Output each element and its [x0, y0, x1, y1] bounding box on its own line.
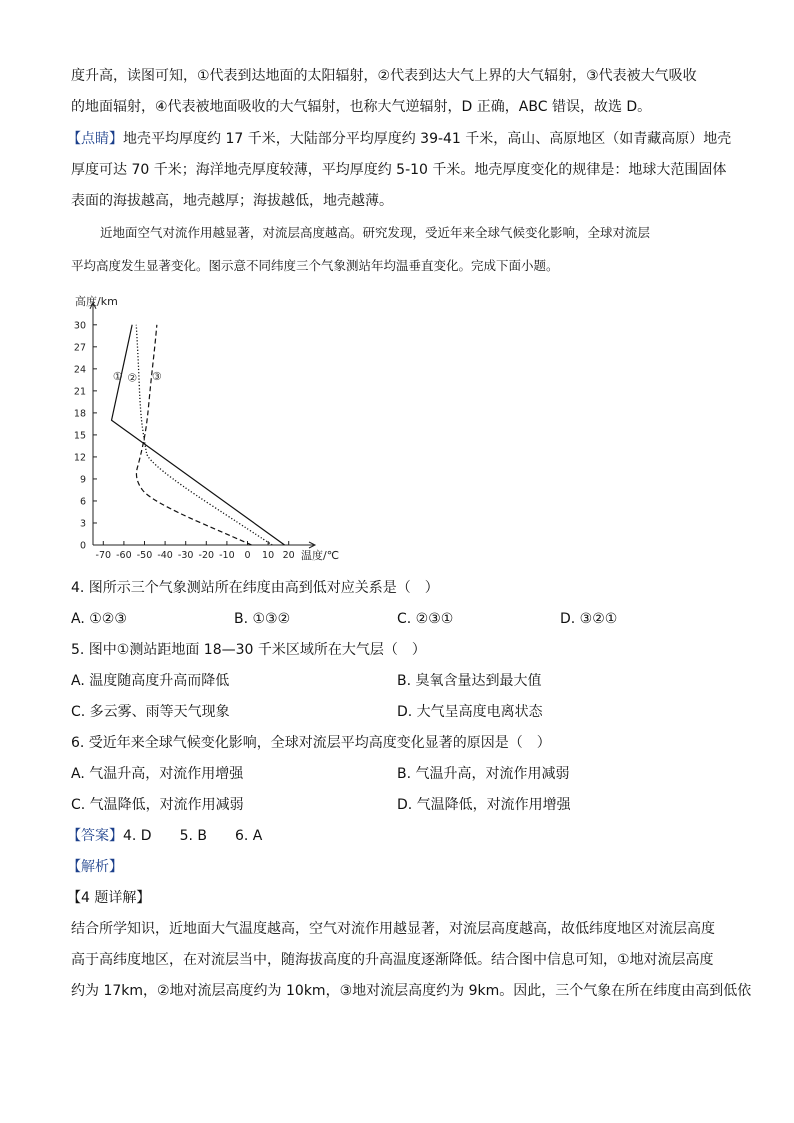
dianjing-line-3: 表面的海拔越高，地壳越厚；海拔越低，地壳越薄。 [71, 193, 393, 209]
y-tick-label: 0 [79, 540, 86, 552]
x-tick-label: 10 [262, 550, 275, 561]
q6-option-a[interactable]: A. 气温升高，对流作用增强 [71, 766, 244, 782]
answer-line [67, 826, 262, 846]
chart-labels [75, 294, 339, 562]
q5-option-d[interactable]: D. 大气呈高度电离状态 [397, 704, 543, 720]
answer-label: 【答案】 [67, 828, 123, 844]
q4-option-a[interactable]: A. ①②③ [71, 611, 127, 627]
analysis-label: 【解析】 [67, 859, 123, 875]
y-tick-label: 18 [73, 408, 86, 420]
dianjing-line-1: 【点睛】地壳平均厚度约 17 千米，大陆部分平均厚度约 39-41 千米，高山、高原地区（如青藏高原）地壳 [67, 131, 732, 147]
x-tick-label: -50 [136, 550, 153, 561]
q5-option-c[interactable]: C. 多云雾、雨等天气现象 [71, 704, 230, 720]
x-tick-label: 0 [244, 550, 251, 561]
series-label-2: ② [127, 371, 138, 385]
detail-label: 【4 题详解】 [67, 890, 151, 906]
q6-option-c[interactable]: C. 气温降低，对流作用减弱 [71, 797, 244, 813]
chart-axes [74, 303, 315, 561]
q6-option-b[interactable]: B. 气温升高，对流作用减弱 [397, 766, 570, 782]
x-tick-label: -30 [177, 550, 194, 561]
x-tick-label: -60 [116, 550, 132, 561]
y-tick-label: 15 [73, 430, 86, 442]
x-tick-label: -20 [198, 550, 215, 561]
series-label-1: ① [112, 369, 123, 383]
dianjing-label: 【点睛】 [67, 131, 123, 147]
intro-line-2: 平均高度发生显著变化。图示意不同纬度三个气象测站年均温垂直变化。完成下面小题。 [71, 258, 559, 273]
q4-option-d[interactable]: D. ③②① [560, 611, 618, 627]
q5-option-a[interactable]: A. 温度随高度升高而降低 [71, 673, 230, 689]
question-6-stem: 6. 受近年来全球气候变化影响，全球对流层平均高度变化显著的原因是（ ） [71, 735, 551, 751]
y-tick-label: 30 [73, 320, 86, 332]
x-tick-label: -40 [157, 550, 173, 561]
series-line-3 [136, 325, 251, 545]
detail-line: 约为 17km，②地对流层高度约为 10km，③地对流层高度约为 9km。因此，三个气象在所在纬度由高到低依 [71, 983, 752, 999]
y-tick-label: 9 [79, 474, 86, 486]
y-tick-label: 12 [73, 452, 86, 464]
q5-option-b[interactable]: B. 臭氧含量达到最大值 [397, 673, 542, 689]
q6-option-d[interactable]: D. 气温降低，对流作用增强 [397, 797, 571, 813]
series-line-2 [136, 325, 272, 545]
answer-text: 4. D 5. B 6. A [123, 828, 263, 844]
temperature-altitude-chart [60, 282, 360, 572]
q4-option-b[interactable]: B. ①③② [234, 611, 291, 627]
y-tick-label: 24 [73, 364, 86, 376]
question-4-stem: 4. 图所示三个气象测站所在纬度由高到低对应关系是（ ） [71, 580, 439, 596]
x-tick-label: -70 [95, 550, 112, 561]
chart-series [112, 325, 285, 545]
detail-line: 高于高纬度地区，在对流层当中，随海拔高度的升高温度逐渐降低。结合图中信息可知，①地对流层高度 [71, 952, 714, 968]
series-line-1 [112, 325, 285, 545]
y-tick-label: 27 [73, 342, 86, 354]
y-tick-label: 6 [79, 496, 86, 508]
q4-option-c[interactable]: C. ②③① [397, 611, 454, 627]
y-tick-label: 3 [79, 518, 86, 530]
y-axis-label: 高度/km [75, 294, 118, 308]
x-axis-label: 温度/℃ [301, 549, 340, 562]
paragraph-line: 度升高，读图可知，①代表到达地面的太阳辐射，②代表到达大气上界的大气辐射，③代表被大气吸收 [71, 68, 697, 84]
question-5-stem: 5. 图中①测站距地面 18—30 千米区域所在大气层（ ） [71, 642, 426, 658]
x-tick-label: 20 [282, 550, 295, 561]
y-tick-label: 21 [73, 386, 86, 398]
detail-line: 结合所学知识，近地面大气温度越高，空气对流作用越显著，对流层高度越高，故低纬度地区对流层高度 [71, 921, 715, 937]
paragraph-line: 的地面辐射，④代表被地面吸收的大气辐射，也称大气逆辐射，D 正确，ABC 错误，故选 D。 [71, 99, 652, 115]
intro-line-1: 近地面空气对流作用越显著，对流层高度越高。研究发现，受近年来全球气候变化影响，全球对流层 [100, 225, 651, 240]
x-tick-label: -10 [219, 550, 235, 561]
series-label-3: ③ [151, 369, 162, 383]
dianjing-line-2: 厚度可达 70 千米；海洋地壳厚度较薄，平均厚度约 5-10 千米。地壳厚度变化的规律是：地球大范围固体 [71, 162, 727, 178]
